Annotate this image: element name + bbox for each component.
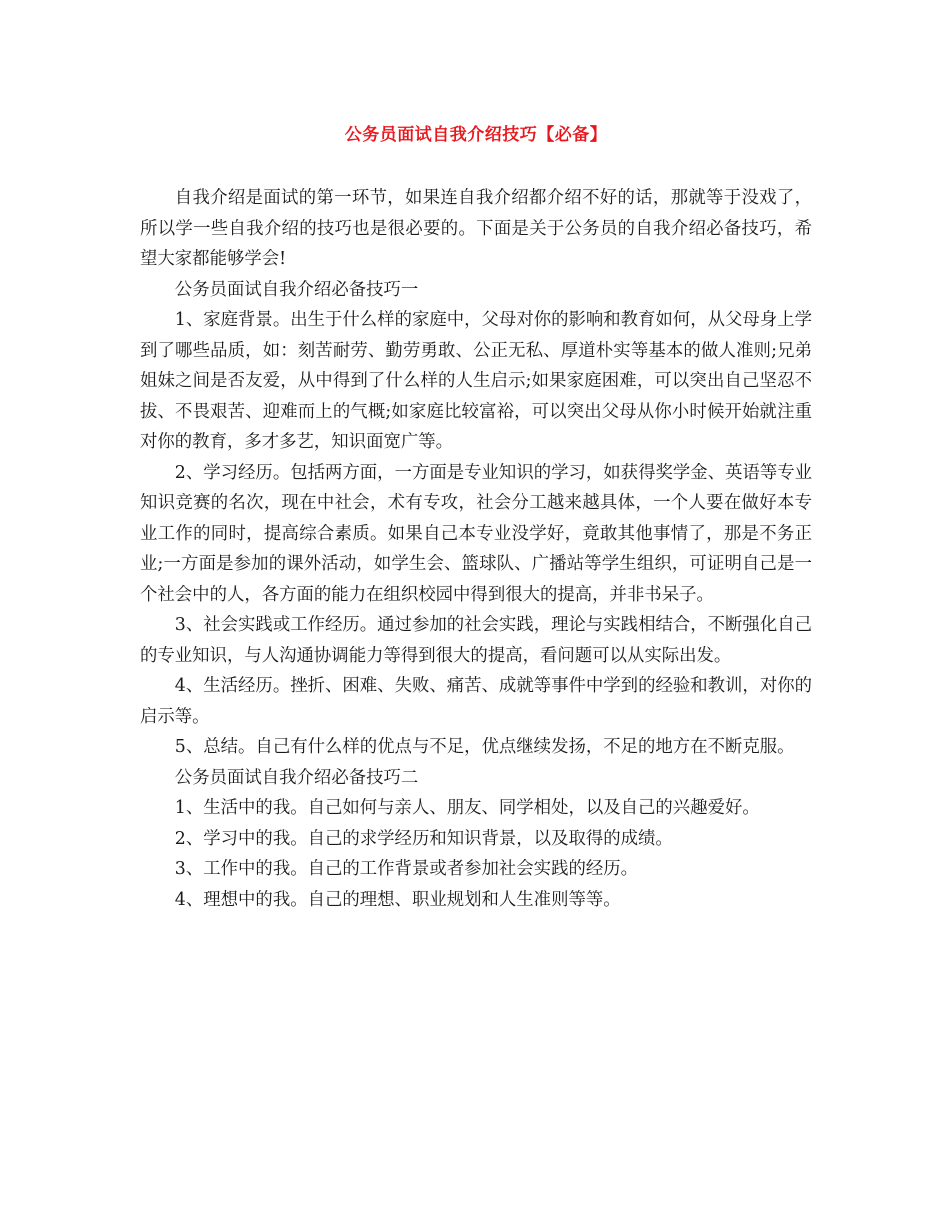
paragraph-summary: 5、总结。自己有什么样的优点与不足，优点继续发扬，不足的地方在不断克服。 bbox=[174, 737, 795, 757]
paragraph-me-at-work: 3、工作中的我。自己的工作背景或者参加社会实践的经历。 bbox=[174, 859, 639, 879]
section-heading-2: 公务员面试自我介绍必备技巧二 bbox=[174, 767, 419, 788]
paragraph-life-experience: 4、生活经历。挫折、困难、失败、痛苦、成就等事件中学到的经验和教训，对你的启示等。 bbox=[140, 676, 812, 727]
paragraph-me-in-life: 1、生活中的我。自己如何与亲人、朋友、同学相处，以及自己的兴趣爱好。 bbox=[174, 798, 760, 818]
section-heading-1: 公务员面试自我介绍必备技巧一 bbox=[174, 279, 419, 300]
paragraph-me-in-study: 2、学习中的我。自己的求学经历和知识背景，以及取得的成绩。 bbox=[174, 828, 673, 849]
document-title: 公务员面试自我介绍技巧【必备】 bbox=[344, 125, 608, 145]
paragraph-study-experience: 2、学习经历。包括两方面，一方面是专业知识的学习，如获得奖学金、英语等专业知识竞赛的名次，现在中社会，术有专攻，社会分工越来越具体，一个人要在做好本专业工作的同时，提高综合素质。如果自己本专业没学好，竟敢其他事情了，那是不务正业;一方面是参加的课外活动，如学生会、篮球队、广播站等学生组织，可证明自己是一个社会中的人，各方面的能力在组织校园中得到很大的提高，并非书呆子。 bbox=[140, 462, 812, 605]
paragraph-intro: 自我介绍是面试的第一环节，如果连自我介绍都介绍不好的话，那就等于没戏了，所以学一些自我介绍的技巧也是很必要的。下面是关于公务员的自我介绍必备技巧，希望大家都能够学会! bbox=[140, 188, 812, 269]
document-body bbox=[140, 183, 812, 915]
document-page bbox=[140, 0, 812, 915]
paragraph-me-in-ideal: 4、理想中的我。自己的理想、职业规划和人生准则等等。 bbox=[174, 889, 621, 910]
paragraph-social-practice: 3、社会实践或工作经历。通过参加的社会实践，理论与实践相结合，不断强化自己的专业知识，与人沟通协调能力等得到很大的提高，看问题可以从实际出发。 bbox=[140, 615, 812, 666]
paragraph-family-background: 1、家庭背景。出生于什么样的家庭中，父母对你的影响和教育如何，从父母身上学到了哪些品质，如：刻苦耐劳、勤劳勇敢、公正无私、厚道朴实等基本的做人准则;兄弟姐妹之间是否友爱，从中得到了什么样的人生启示;如果家庭困难，可以突出自己坚忍不拔、不畏艰苦、迎难而上的气概;如家庭比较富裕，可以突出父母从你小时候开始就注重对你的教育，多才多艺，知识面宽广等。 bbox=[140, 310, 812, 452]
